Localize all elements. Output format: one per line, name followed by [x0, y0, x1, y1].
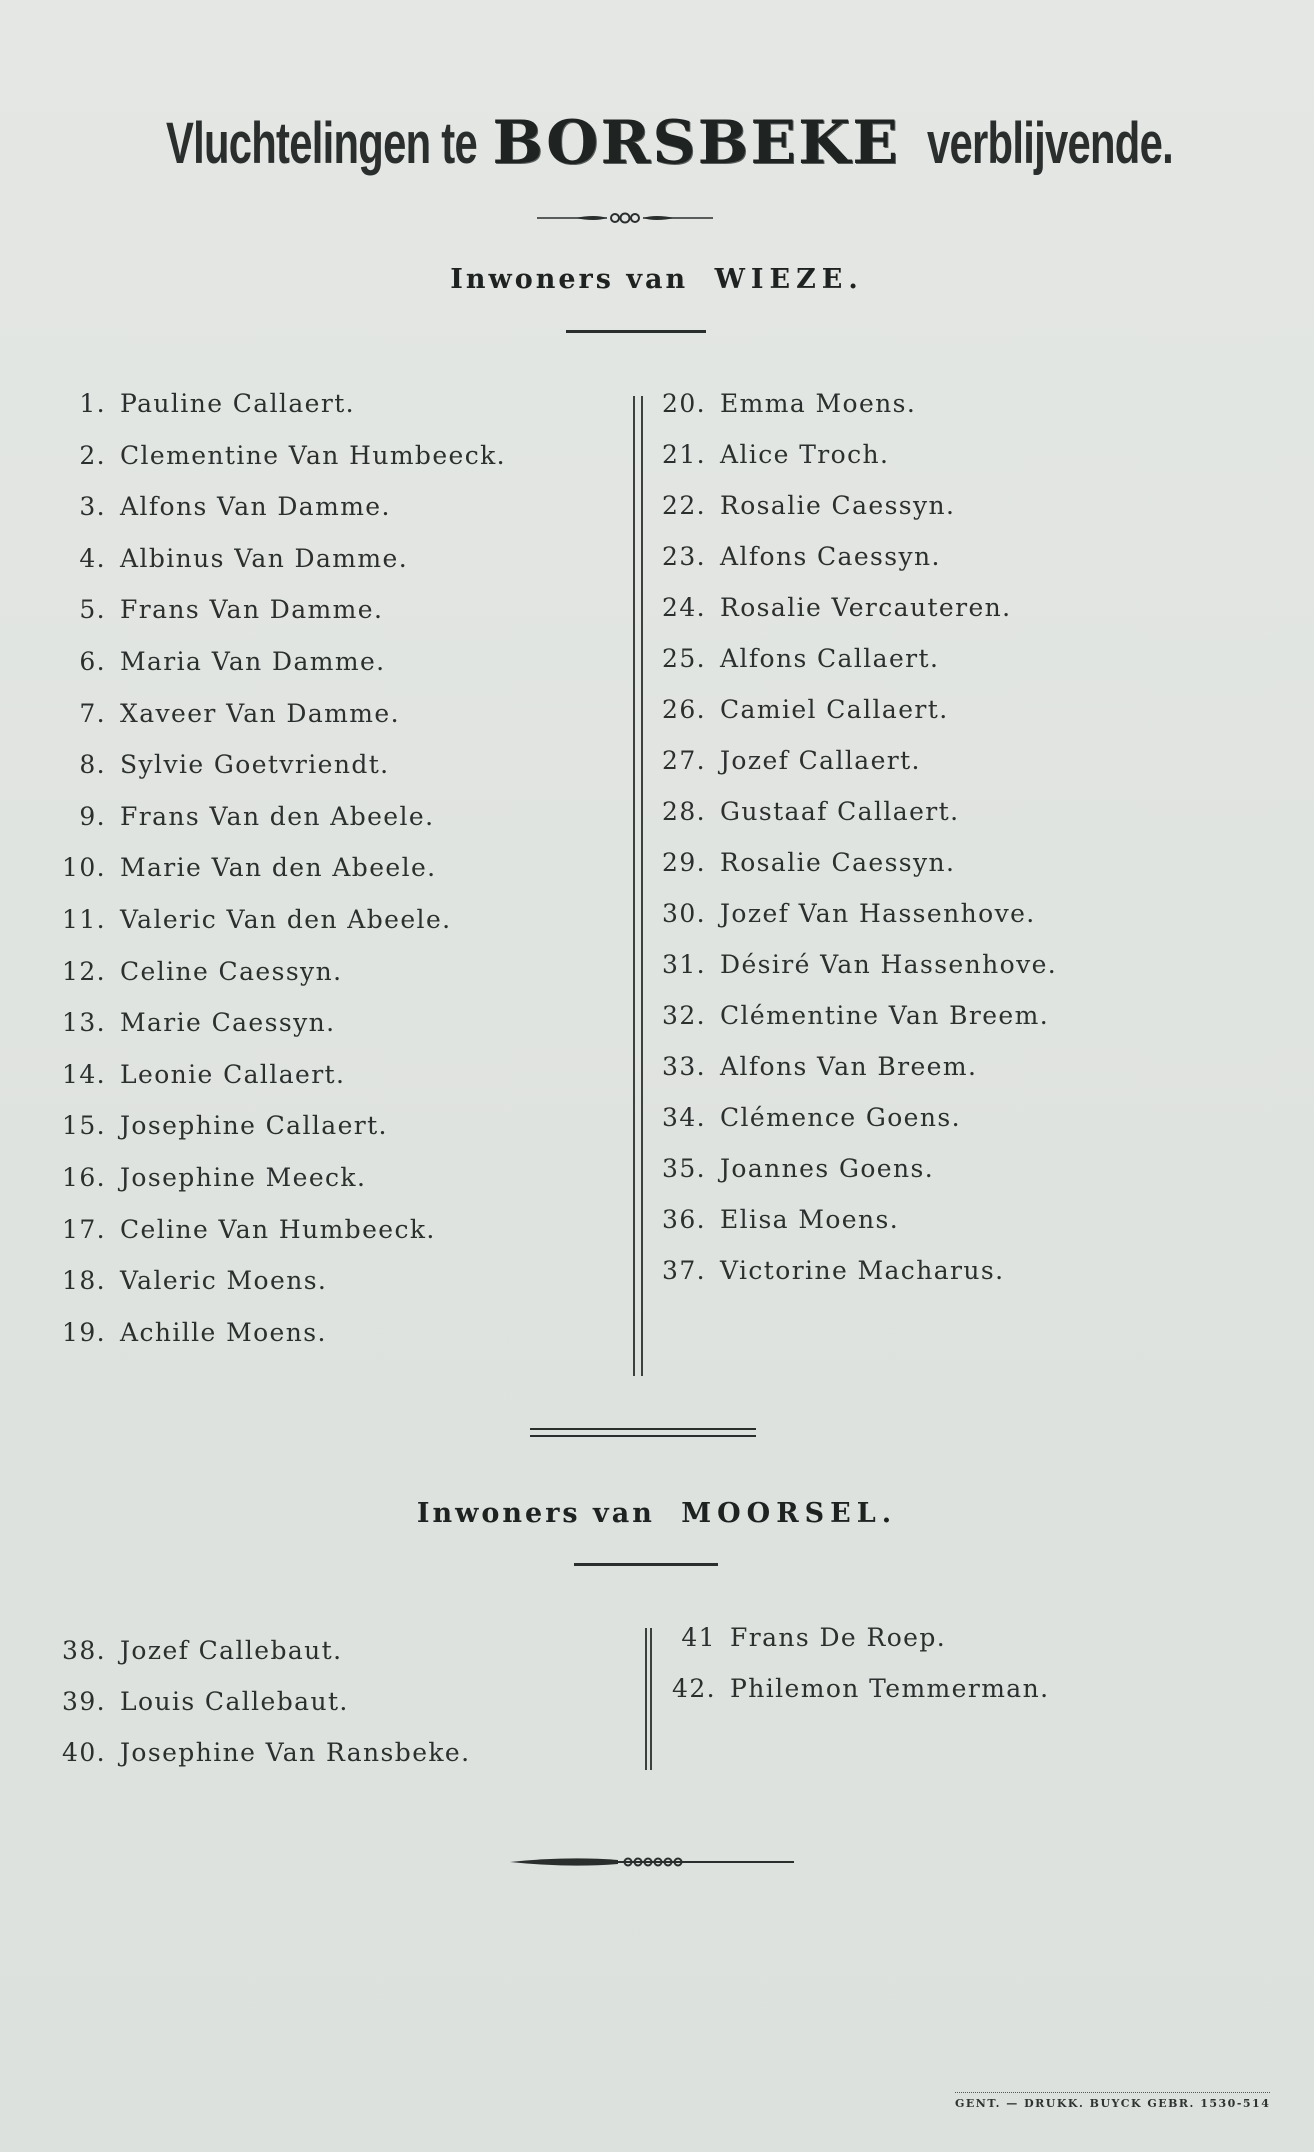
entry-name: Clémentine Van Breem.	[720, 1001, 1050, 1030]
list-item	[660, 695, 949, 724]
list-item	[60, 957, 342, 986]
entry-number: 28.	[662, 797, 706, 826]
entry-number: 36.	[662, 1205, 706, 1234]
entry-name: Jozef Van Hassenhove.	[720, 899, 1036, 928]
printer-imprint: GENT. — DRUKK. BUYCK GEBR. 1530-514	[955, 2092, 1270, 2110]
entry-number: 30.	[662, 899, 706, 928]
list-item	[660, 746, 921, 775]
list-column-left	[60, 1636, 620, 1806]
entry-number: 34.	[662, 1103, 706, 1132]
entry-number: 4.	[79, 543, 106, 573]
entry-name: Rosalie Vercauteren.	[720, 593, 1012, 622]
entry-name: Pauline Callaert.	[120, 389, 356, 418]
entry-number: 26.	[662, 695, 706, 724]
list-item	[660, 1205, 899, 1234]
list-column-right	[670, 1623, 1230, 1793]
entry-name: Alfons Callaert.	[720, 644, 940, 673]
entry-name: Emma Moens.	[720, 389, 917, 418]
bottom-ornament	[508, 1850, 794, 1874]
list-item	[60, 1008, 335, 1037]
entry-name: Frans Van Damme.	[120, 595, 384, 625]
list-item	[660, 950, 1057, 979]
list-item	[60, 1266, 327, 1295]
entry-number: 32.	[662, 1001, 706, 1030]
section-heading-label: Inwoners van	[450, 264, 689, 295]
column-divider	[645, 1628, 647, 1770]
entry-name: Celine Caessyn.	[120, 956, 343, 986]
entry-number: 15.	[62, 1111, 106, 1141]
entry-name: Clementine Van Humbeeck.	[120, 440, 507, 470]
entry-name: Maria Van Damme.	[120, 647, 386, 676]
entry-number: 42.	[672, 1674, 716, 1703]
entry-name: Rosalie Caessyn.	[720, 848, 956, 877]
list-item	[660, 389, 916, 418]
entry-name: Alfons Caessyn.	[720, 542, 941, 571]
entry-name: Gustaaf Callaert.	[720, 797, 960, 826]
entry-number: 40.	[62, 1738, 106, 1767]
list-item	[660, 1052, 977, 1081]
entry-number: 6.	[79, 647, 106, 676]
entry-number: 35.	[662, 1154, 706, 1183]
entry-number: 22.	[662, 491, 706, 520]
list-column-left	[60, 389, 620, 1369]
entry-name: Philemon Temmerman.	[730, 1674, 1050, 1703]
list-item	[60, 441, 506, 470]
entry-name: Rosalie Caessyn.	[720, 491, 956, 520]
entry-number: 20.	[662, 389, 706, 418]
entry-number: 23.	[662, 542, 706, 571]
section-heading-label: Inwoners van	[416, 1498, 655, 1529]
list-item	[660, 899, 1036, 928]
list-item	[60, 647, 386, 676]
entry-number: 1.	[79, 389, 106, 418]
section-underline	[574, 1563, 718, 1566]
list-item	[60, 1111, 388, 1140]
list-item	[60, 1636, 342, 1665]
entry-number: 14.	[62, 1059, 106, 1089]
list-item	[660, 1103, 961, 1132]
list-item	[660, 1001, 1049, 1030]
entry-name: Elisa Moens.	[720, 1205, 900, 1234]
list-item	[60, 1215, 436, 1244]
entry-number: 38.	[62, 1636, 106, 1665]
entry-number: 25.	[662, 644, 706, 673]
entry-name: Albinus Van Damme.	[120, 543, 409, 573]
entry-number: 16.	[62, 1163, 106, 1192]
column-divider	[650, 1628, 652, 1770]
entry-name: Josephine Callaert.	[120, 1111, 388, 1141]
title-town: BORSBEKE	[492, 108, 900, 178]
entry-number: 7.	[79, 698, 106, 728]
list-item	[670, 1674, 1049, 1703]
entry-number: 11.	[62, 905, 106, 934]
list-item	[660, 440, 889, 469]
list-item	[60, 853, 437, 882]
entry-number: 37.	[662, 1256, 706, 1285]
section-heading-town: MOORSEL.	[681, 1498, 898, 1529]
entry-name: Alfons Van Breem.	[720, 1052, 978, 1081]
entry-name: Valeric Moens.	[120, 1266, 328, 1296]
list-item	[660, 1256, 1004, 1285]
entry-number: 24.	[662, 593, 706, 622]
entry-number: 10.	[62, 853, 106, 883]
entry-number: 9.	[79, 801, 106, 831]
entry-number: 39.	[62, 1687, 106, 1716]
list-item	[60, 1163, 366, 1192]
entry-number: 27.	[662, 746, 706, 775]
entry-number: 13.	[62, 1008, 106, 1038]
entry-number: 33.	[662, 1052, 706, 1081]
entry-name: Sylvie Goetvriendt.	[120, 750, 390, 780]
entry-name: Joannes Goens.	[720, 1154, 935, 1183]
entry-name: Frans De Roep.	[730, 1623, 947, 1652]
list-item	[60, 595, 383, 624]
list-item	[60, 905, 452, 934]
entry-name: Josephine Van Ransbeke.	[120, 1738, 471, 1767]
column-divider	[641, 396, 643, 1376]
section-divider	[530, 1428, 756, 1430]
title-ornament	[535, 208, 715, 228]
list-item	[660, 848, 955, 877]
list-item	[60, 699, 400, 728]
list-item	[60, 1318, 327, 1347]
entry-number: 29.	[662, 848, 706, 877]
entry-name: Josephine Meeck.	[120, 1163, 367, 1192]
section-heading-town: WIEZE.	[714, 264, 864, 295]
entry-name: Clémence Goens.	[720, 1103, 961, 1132]
entry-name: Celine Van Humbeeck.	[120, 1214, 436, 1244]
section-divider	[530, 1435, 756, 1437]
entry-number: 19.	[62, 1317, 106, 1347]
entry-number: 31.	[662, 950, 706, 979]
list-item	[660, 644, 939, 673]
entry-name: Marie Caessyn.	[120, 1008, 336, 1038]
list-item	[660, 491, 955, 520]
entry-number: 5.	[79, 595, 106, 625]
entry-name: Louis Callebaut.	[120, 1687, 349, 1716]
entry-name: Alice Troch.	[720, 440, 890, 469]
list-item	[660, 1154, 934, 1183]
entry-name: Xaveer Van Damme.	[120, 698, 400, 728]
list-item	[60, 1687, 349, 1716]
page-title	[0, 108, 1314, 178]
list-item	[660, 797, 959, 826]
title-suffix: verblijvende.	[927, 111, 1174, 176]
entry-name: Achille Moens.	[120, 1317, 327, 1347]
entry-name: Alfons Van Damme.	[120, 492, 391, 522]
entry-name: Camiel Callaert.	[720, 695, 949, 724]
entry-number: 17.	[62, 1214, 106, 1244]
entry-name: Victorine Macharus.	[720, 1256, 1005, 1285]
entry-number: 41	[681, 1623, 716, 1652]
entry-name: Frans Van den Abeele.	[120, 801, 435, 831]
entry-number: 12.	[62, 956, 106, 986]
list-item	[60, 1738, 470, 1767]
entry-name: Marie Van den Abeele.	[120, 853, 437, 883]
entry-name: Jozef Callebaut.	[120, 1636, 343, 1665]
list-item	[670, 1623, 946, 1652]
list-item	[60, 389, 355, 418]
list-item	[60, 1060, 345, 1089]
list-item	[660, 542, 941, 571]
list-column-right	[660, 389, 1220, 1369]
list-item	[60, 492, 391, 521]
list-item	[660, 593, 1012, 622]
entry-number: 2.	[79, 440, 106, 470]
entry-number: 3.	[79, 492, 106, 522]
section-underline	[566, 330, 706, 333]
list-item	[60, 544, 408, 573]
entry-number: 21.	[662, 440, 706, 469]
entry-number: 8.	[79, 750, 106, 780]
entry-name: Désiré Van Hassenhove.	[720, 950, 1058, 979]
entry-name: Jozef Callaert.	[720, 746, 921, 775]
entry-name: Valeric Van den Abeele.	[120, 905, 452, 934]
section-heading-moorsel	[0, 1498, 1314, 1529]
column-divider	[633, 396, 635, 1376]
list-item	[60, 802, 434, 831]
entry-name: Leonie Callaert.	[120, 1059, 346, 1089]
entry-number: 18.	[62, 1266, 106, 1296]
section-heading-wieze	[0, 264, 1314, 295]
list-item	[60, 750, 390, 779]
title-prefix: Vluchtelingen te	[166, 111, 478, 176]
